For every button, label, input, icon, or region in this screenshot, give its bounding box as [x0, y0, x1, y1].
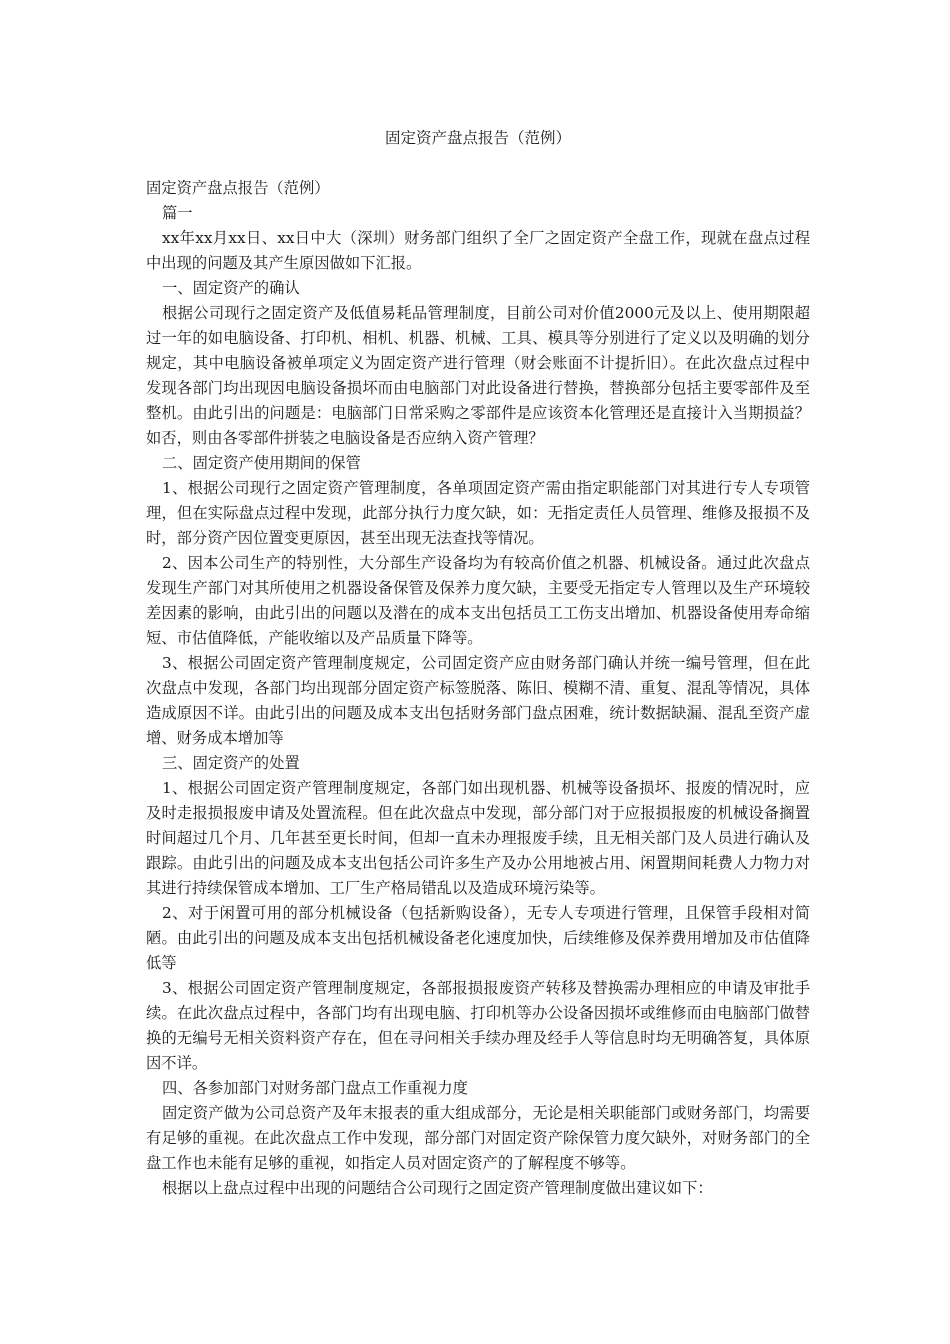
document-body: [146, 176, 810, 1201]
paragraph: 根据公司现行之固定资产及低值易耗品管理制度，目前公司对价值2000元及以上、使用期限超过一年的如电脑设备、打印机、相机、机器、机械、工具、模具等分别进行了定义以及明确的划分规定，其中电脑设备被单项定义为固定资产进行管理（财会账面不计提折旧）。在此次盘点过程中发现各部门均出现因电脑设备损坏而由电脑部门对此设备进行替换，替换部分包括主要零部件及至整机。由此引出的问题是：电脑部门日常采购之零部件是应该资本化管理还是直接计入当期损益？如否，则由各零部件拼装之电脑设备是否应纳入资产管理？: [146, 304, 810, 447]
paragraph: 1、根据公司现行之固定资产管理制度，各单项固定资产需由指定职能部门对其进行专人专项管理，但在实际盘点过程中发现，此部分执行力度欠缺，如：无指定责任人员管理、维修及报损不及时，部分资产因位置变更原因，甚至出现无法查找等情况。: [146, 479, 810, 547]
paragraph: xx年xx月xx日、xx日中大（深圳）财务部门组织了全厂之固定资产全盘工作，现就在盘点过程中出现的问题及其产生原因做如下汇报。: [146, 229, 810, 272]
paragraph: 3、根据公司固定资产管理制度规定，各部报损报废资产转移及替换需办理相应的申请及审批手续。在此次盘点过程中，各部门均有出现电脑、打印机等办公设备因损坏或维修而由电脑部门做替换的无编号无相关资料资产存在，但在寻问相关手续办理及经手人等信息时均无明确答复，具体原因不详。: [146, 979, 810, 1072]
section-heading: 二、固定资产使用期间的保管: [162, 454, 361, 472]
paragraph: 根据以上盘点过程中出现的问题结合公司现行之固定资产管理制度做出建议如下：: [162, 1179, 713, 1197]
section-heading: 四、各参加部门对财务部门盘点工作重视力度: [162, 1079, 468, 1097]
paragraph: 2、因本公司生产的特别性，大分部生产设备均为有较高价值之机器、机械设备。通过此次盘点发现生产部门对其所使用之机器设备保管及保养力度欠缺，主要受无指定专人管理以及生产环境较差因素的影响，由此引出的问题以及潜在的成本支出包括员工工伤支出增加、机器设备使用寿命缩短、市估值降低，产能收缩以及产品质量下降等。: [146, 554, 810, 647]
paragraph: 1、根据公司固定资产管理制度规定，各部门如出现机器、机械等设备损坏、报废的情况时，应及时走报损报废申请及处置流程。但在此次盘点中发现，部分部门对于应报损报废的机械设备搁置时间超过几个月、几年甚至更长时间，但却一直未办理报废手续，且无相关部门及人员进行确认及跟踪。由此引出的问题及成本支出包括公司许多生产及办公用地被占用、闲置期间耗费人力物力对其进行持续保管成本增加、工厂生产格局错乱以及造成环境污染等。: [146, 779, 810, 897]
section-label: 篇一: [162, 204, 193, 222]
paragraph: 固定资产做为公司总资产及年末报表的重大组成部分，无论是相关职能部门或财务部门，均需要有足够的重视。在此次盘点工作中发现，部分部门对固定资产除保管力度欠缺外，对财务部门的全盘工作也未能有足够的重视，如指定人员对固定资产的了解程度不够等。: [146, 1104, 810, 1172]
section-heading: 一、固定资产的确认: [162, 279, 300, 297]
section-heading: 三、固定资产的处置: [162, 754, 300, 772]
paragraph: 2、对于闲置可用的部分机械设备（包括新购设备），无专人专项进行管理，且保管手段相对简陋。由此引出的问题及成本支出包括机械设备老化速度加快，后续维修及保养费用增加及市估值降低等: [146, 904, 810, 972]
paragraph: 3、根据公司固定资产管理制度规定，公司固定资产应由财务部门确认并统一编号管理，但在此次盘点中发现，各部门均出现部分固定资产标签脱落、陈旧、模糊不清、重复、混乱等情况，具体造成原因不详。由此引出的问题及成本支出包括财务部门盘点困难，统计数据缺漏、混乱至资产虚增、财务成本增加等: [146, 654, 810, 747]
body-heading: 固定资产盘点报告（范例）: [146, 179, 330, 197]
document-title: 固定资产盘点报告（范例）: [384, 129, 571, 147]
